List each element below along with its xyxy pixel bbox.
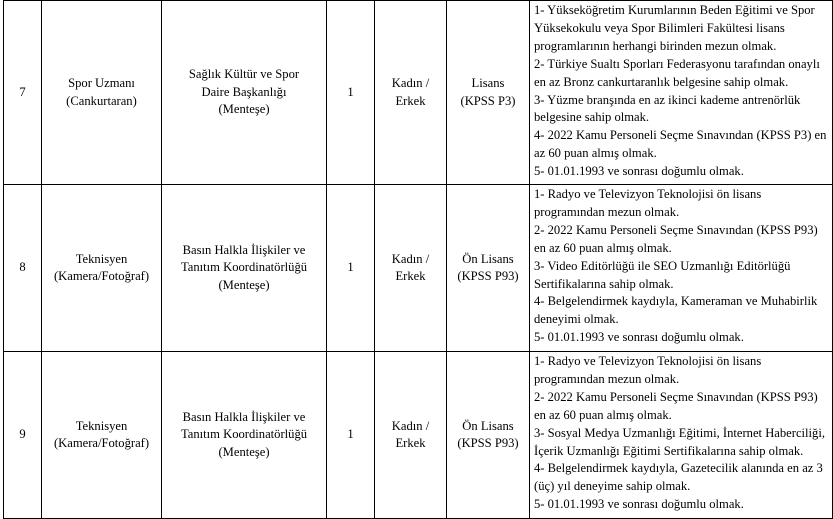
count-cell <box>327 185 375 352</box>
positions-table <box>3 0 833 519</box>
education-cell <box>447 352 530 519</box>
row-number: 7 <box>19 84 26 99</box>
gender-cell <box>375 1 447 185</box>
gender-line: Erkek <box>395 93 426 108</box>
requirement-item: 3- Yüzme branşında en az ikinci kademe antrenörlük belgesine sahip olmak. <box>534 92 801 125</box>
position-count: 1 <box>347 260 354 275</box>
requirement-item: 2- 2022 Kamu Personeli Seçme Sınavından (KPSS P93) en az 60 puan almış olmak. <box>534 389 818 422</box>
requirement-item: 3- Sosyal Medya Uzmanlığı Eğitimi, İnternet Haberciliği, İçerik Uzmanlığı Eğitimi Sertifikalarına sahip olmak. <box>534 425 825 458</box>
unit-cell <box>162 185 327 352</box>
row-number-cell <box>4 1 42 185</box>
document-page <box>3 0 832 518</box>
gender-line: Kadın / <box>391 76 430 90</box>
unit-line: (Menteşe) <box>218 444 270 459</box>
education-line: Ön Lisans <box>462 418 514 433</box>
requirement-item: 5- 01.01.1993 ve sonrası doğumlu olmak. <box>534 497 744 512</box>
count-cell <box>327 1 375 185</box>
education-cell <box>447 185 530 352</box>
position-count: 1 <box>347 427 354 442</box>
position-title-line: (Kamera/Fotoğraf) <box>53 269 150 283</box>
requirement-item: 1- Yükseköğretim Kurumlarının Beden Eğitimi ve Spor Yüksekokulu veya Spor Bilimleri Fakültesi lisans programlarının herhangi birinden mezun olmak. <box>534 3 815 53</box>
education-line: (KPSS P93) <box>457 269 519 283</box>
position-title-line: Teknisyen <box>75 418 128 433</box>
gender-line: Kadın / <box>391 418 430 433</box>
gender-line: Erkek <box>395 436 426 450</box>
unit-cell <box>162 1 327 185</box>
position-title-cell <box>42 1 162 185</box>
table-row <box>4 185 833 352</box>
position-count: 1 <box>347 84 354 99</box>
requirement-item: 3- Video Editörlüğü ile SEO Uzmanlığı Editörlüğü Sertifikalarına sahip olmak. <box>534 258 791 291</box>
requirements-cell <box>530 352 833 519</box>
unit-line: Tanıtım Koordinatörlüğü <box>180 427 308 442</box>
requirement-item: 5- 01.01.1993 ve sonrası doğumlu olmak. <box>534 330 744 345</box>
requirement-item: 1- Radyo ve Televizyon Teknolojisi ön lisans programından mezun olmak. <box>534 187 762 219</box>
gender-cell <box>375 185 447 352</box>
requirement-item: 4- Belgelendirmek kaydıyla, Kameraman ve Muhabirlik deneyimi olmak. <box>534 294 818 327</box>
unit-line: Tanıtım Koordinatörlüğü <box>180 260 308 275</box>
position-title-line: Spor Uzmanı <box>68 76 135 90</box>
requirements-cell <box>530 1 833 185</box>
row-number-cell <box>4 352 42 519</box>
unit-cell <box>162 352 327 519</box>
education-cell <box>447 1 530 185</box>
unit-line: (Menteşe) <box>218 277 270 292</box>
unit-line: Daire Başkanlığı <box>201 84 287 99</box>
requirement-item: 5- 01.01.1993 ve sonrası doğumlu olmak. <box>534 164 744 179</box>
position-title-cell <box>42 352 162 519</box>
requirement-item: 1- Radyo ve Televizyon Teknolojisi ön lisans programından mezun olmak. <box>534 354 762 386</box>
row-number-cell <box>4 185 42 352</box>
position-title-line: Teknisyen <box>75 251 128 266</box>
gender-cell <box>375 352 447 519</box>
education-line: (KPSS P93) <box>457 436 519 450</box>
gender-line: Erkek <box>395 269 426 283</box>
unit-line: (Menteşe) <box>218 102 270 117</box>
requirement-item: 4- Belgelendirmek kaydıyla, Gazetecilik alanında en az 3 (üç) yıl deneyime sahip olmak. <box>534 461 823 494</box>
requirement-item: 2- Türkiye Sualtı Sporları Federasyonu tarafından onaylı en az Bronz cankurtaranlık belgesine sahip olmak. <box>534 56 820 89</box>
table-row <box>4 1 833 185</box>
row-number: 8 <box>19 260 26 275</box>
education-line: Lisans <box>471 76 505 90</box>
education-line: Ön Lisans <box>462 251 514 266</box>
requirements-cell <box>530 185 833 352</box>
position-title-line: (Cankurtaran) <box>66 93 137 108</box>
position-title-cell <box>42 185 162 352</box>
unit-line: Sağlık Kültür ve Spor <box>188 67 300 82</box>
unit-line: Basın Halkla İlişkiler ve <box>182 242 306 257</box>
gender-line: Kadın / <box>391 251 430 266</box>
table-row <box>4 352 833 519</box>
position-title-line: (Kamera/Fotoğraf) <box>53 436 150 450</box>
unit-line: Basın Halkla İlişkiler ve <box>182 409 306 424</box>
education-line: (KPSS P3) <box>460 93 516 108</box>
requirement-item: 4- 2022 Kamu Personeli Seçme Sınavından (KPSS P3) en az 60 puan almış olmak. <box>534 128 827 161</box>
count-cell <box>327 352 375 519</box>
row-number: 9 <box>19 427 26 442</box>
requirement-item: 2- 2022 Kamu Personeli Seçme Sınavından (KPSS P93) en az 60 puan almış olmak. <box>534 222 818 255</box>
